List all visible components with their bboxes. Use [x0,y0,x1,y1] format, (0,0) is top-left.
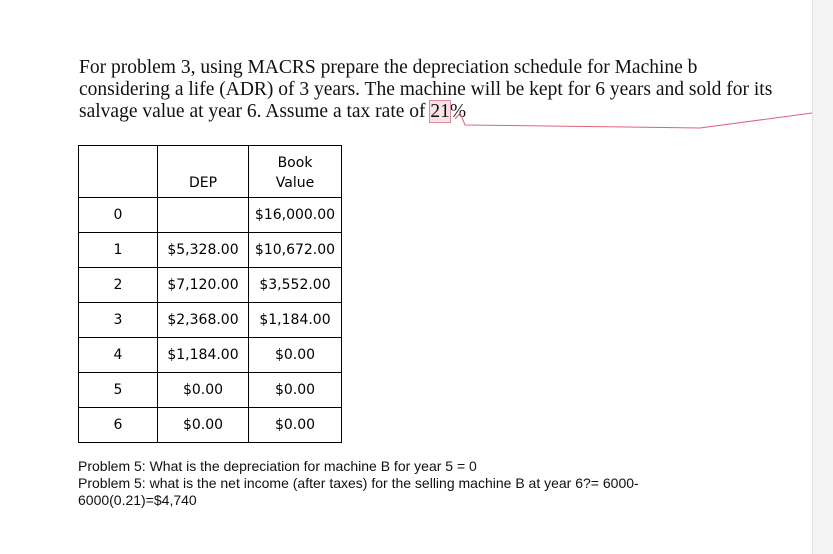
header-book-value [249,146,342,198]
answer-line-2: Problem 5: what is the net income (after taxes) for the selling machine B at year 6?= 6000- [78,475,639,491]
table-row [79,338,342,373]
row-book-value: $3,552.00 [249,268,342,303]
row-book-value: $0.00 [249,338,342,373]
row-dep: $1,184.00 [158,338,249,373]
row-dep [158,198,249,233]
header-dep-label: DEP [188,175,218,191]
depreciation-table [78,145,342,443]
tax-rate-highlight[interactable]: 21 [430,101,450,122]
answer-line-1: Problem 5: What is the depreciation for machine B for year 5 = 0 [78,458,477,474]
row-book-value: $1,184.00 [249,303,342,338]
table-row [79,303,342,338]
problem-line-1: For problem 3, using MACRS prepare the depreciation schedule for Machine b [79,57,698,78]
row-dep: $5,328.00 [158,233,249,268]
row-year: 0 [79,198,158,233]
problem-statement [79,57,799,123]
row-book-value: $10,672.00 [249,233,342,268]
problem-line-2: considering a life (ADR) of 3 years. The machine will be kept for 6 years and sold for its [79,79,773,100]
header-dep [158,146,249,198]
percent-sign: % [449,101,467,122]
table-header-row [79,146,342,198]
header-year [79,146,158,198]
row-year: 4 [79,338,158,373]
row-book-value: $0.00 [249,373,342,408]
row-year: 3 [79,303,158,338]
answer-line-3: 6000(0.21)=$4,740 [78,492,197,508]
row-dep: $7,120.00 [158,268,249,303]
header-book-label: Book [277,155,313,171]
row-book-value: $16,000.00 [249,198,342,233]
problem-line-3-text: salvage value at year 6. Assume a tax rate of [79,101,431,122]
table-row [79,198,342,233]
row-dep: $0.00 [158,373,249,408]
row-book-value: $0.00 [249,408,342,443]
table-row [79,373,342,408]
window-margin [812,0,833,554]
row-dep: $2,368.00 [158,303,249,338]
problem-line-3 [79,101,799,123]
table-row [79,233,342,268]
row-year: 2 [79,268,158,303]
table-row [79,408,342,443]
row-year: 1 [79,233,158,268]
row-year: 6 [79,408,158,443]
table-row [79,268,342,303]
answers-block [78,458,798,509]
row-year: 5 [79,373,158,408]
row-dep: $0.00 [158,408,249,443]
header-value-label: Value [275,175,315,191]
